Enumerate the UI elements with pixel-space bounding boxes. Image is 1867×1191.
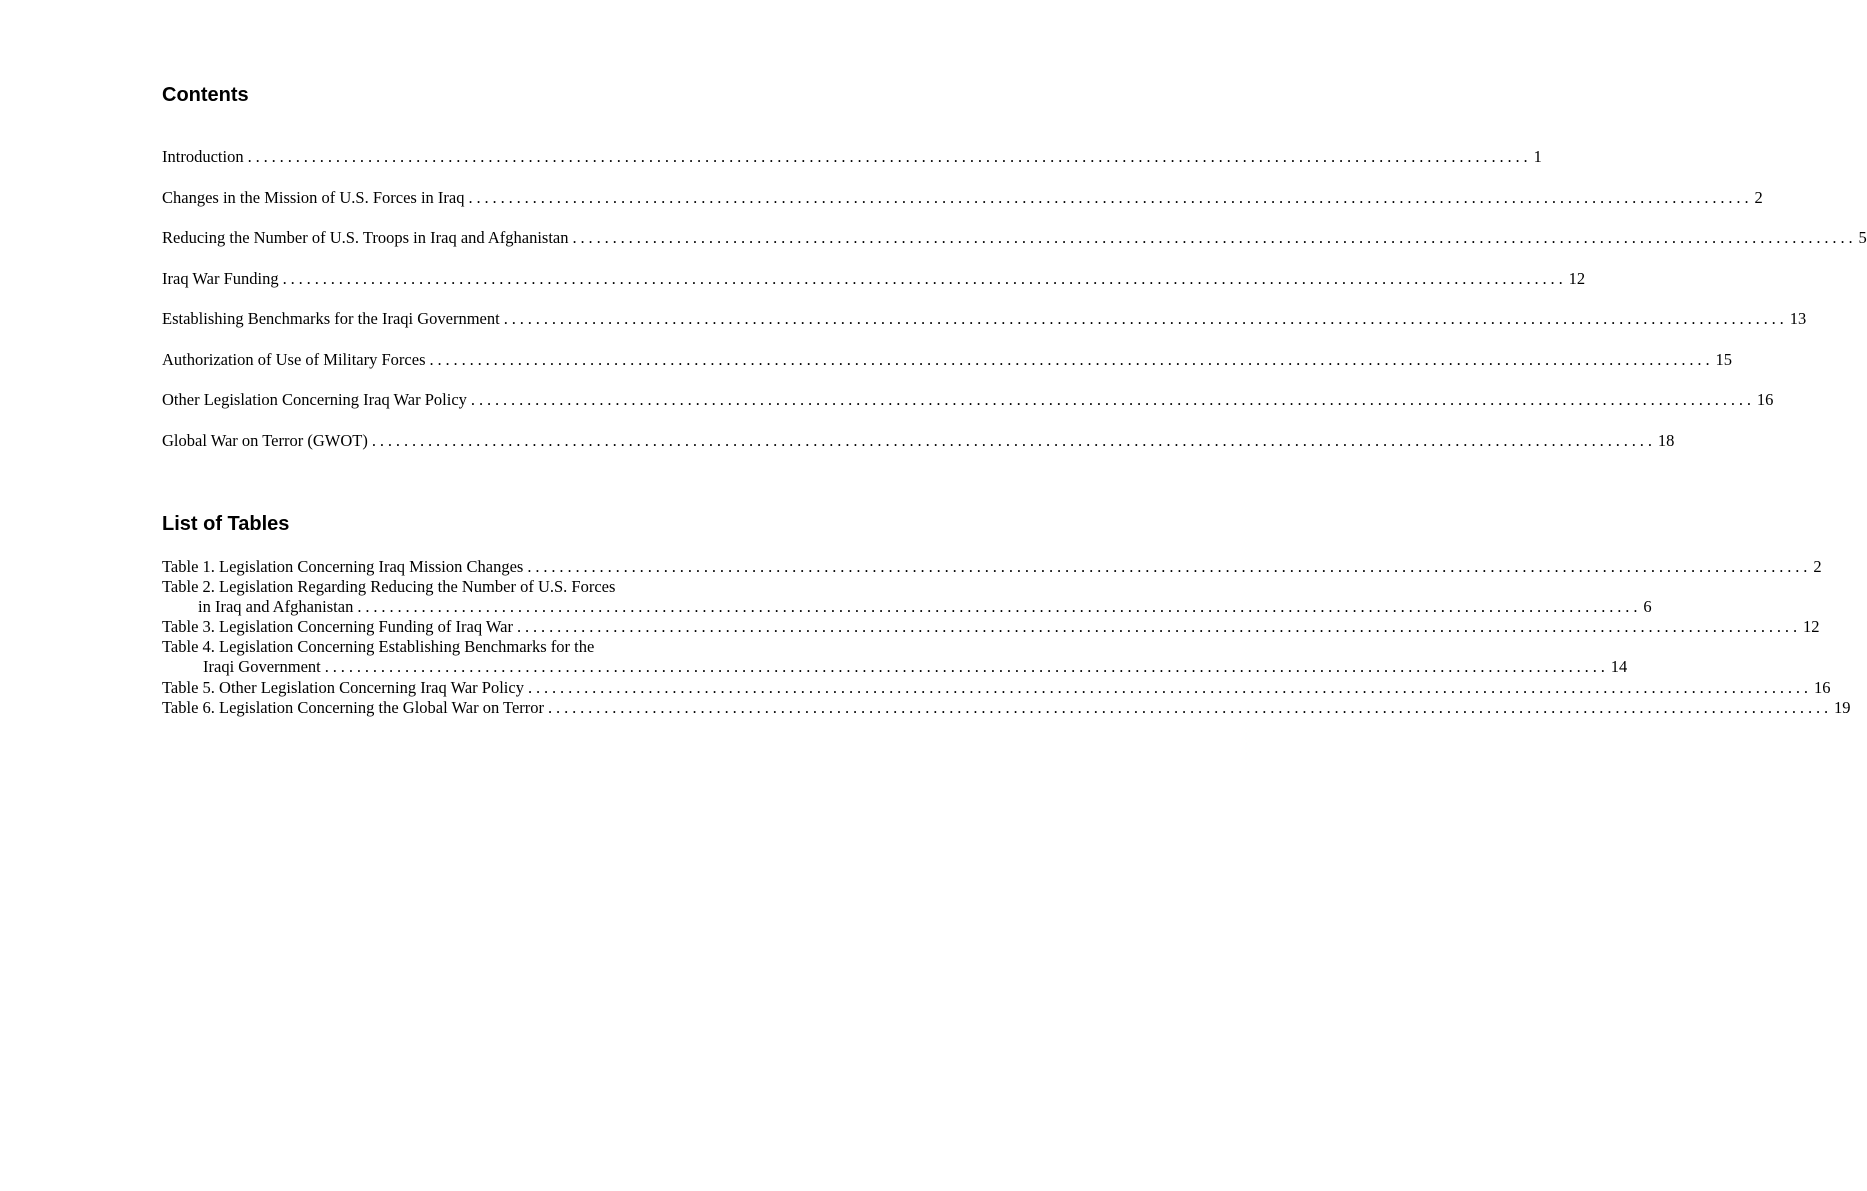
toc-entry-page: 1 [1533, 147, 1542, 166]
table-entry-continuation: Iraqi Government [203, 657, 321, 676]
dot-leader: ................................................................................................................................................................ [282, 269, 1567, 288]
table-entry[interactable] [162, 637, 1628, 677]
toc-entry-page: 15 [1715, 350, 1732, 369]
toc-entry-title: Other Legislation Concerning Iraq War Policy [162, 390, 467, 409]
toc-entry-page: 2 [1754, 188, 1763, 207]
table-entry-title: Table 5. Other Legislation Concerning Iraq War Policy [162, 678, 524, 697]
contents-heading: Contents [162, 84, 249, 106]
dot-leader: ................................................................................................................................................................ [503, 309, 1788, 328]
toc-entry-title: Authorization of Use of Military Forces [162, 350, 426, 369]
table-entry-page: 19 [1834, 698, 1851, 717]
dot-leader: ................................................................................................................................................................ [527, 557, 1812, 576]
dot-leader: ................................................................................................................................................................ [468, 188, 1753, 207]
toc-entry[interactable] [162, 228, 1867, 248]
toc-entry[interactable] [162, 188, 1763, 208]
toc-entry-title: Iraq War Funding [162, 269, 279, 288]
dot-leader: ................................................................................................................................................................ [470, 390, 1755, 409]
table-entry-title: Table 1. Legislation Concerning Iraq Mission Changes [162, 557, 524, 576]
toc-entry-title: Reducing the Number of U.S. Troops in Iraq and Afghanistan [162, 228, 569, 247]
toc-entry[interactable] [162, 269, 1586, 289]
toc-entry-page: 5 [1858, 228, 1867, 247]
table-entry-page: 14 [1610, 657, 1628, 676]
table-entry-title: Table 3. Legislation Concerning Funding of Iraq War [162, 617, 513, 636]
toc-entry-title: Introduction [162, 147, 244, 166]
table-entry[interactable] [162, 617, 1820, 637]
table-entry-title: Table 6. Legislation Concerning the Global War on Terror [162, 698, 545, 717]
dot-leader: ................................................................................................................................................................ [527, 678, 1812, 697]
toc-entry[interactable] [162, 431, 1675, 451]
table-entry[interactable] [162, 678, 1831, 698]
toc-entry-page: 16 [1756, 390, 1774, 409]
toc-entry-page: 12 [1568, 269, 1586, 288]
table-entry[interactable] [162, 698, 1851, 718]
dot-leader: ................................................................................................................................................................ [357, 597, 1642, 616]
dot-leader: ................................................................................................................................................................ [247, 147, 1532, 166]
dot-leader: ................................................................................................................................................................ [548, 698, 1833, 717]
table-entry-continuation: in Iraq and Afghanistan [198, 597, 354, 616]
table-entry-page: 6 [1643, 597, 1652, 616]
toc-entry[interactable] [162, 309, 1807, 329]
toc-entry-title: Global War on Terror (GWOT) [162, 431, 368, 450]
dot-leader: ................................................................................................................................................................ [324, 657, 1609, 676]
toc-entry-page: 18 [1657, 431, 1675, 450]
table-entry[interactable] [162, 577, 1652, 617]
dot-leader: ................................................................................................................................................................ [371, 431, 1656, 450]
list-of-tables-heading: List of Tables [162, 513, 290, 535]
toc-entry-page: 13 [1789, 309, 1807, 328]
toc-entry-title: Establishing Benchmarks for the Iraqi Government [162, 309, 500, 328]
table-entry-title: Table 4. Legislation Concerning Establishing Benchmarks for the [162, 637, 595, 656]
dot-leader: ................................................................................................................................................................ [429, 350, 1714, 369]
table-entry-page: 2 [1813, 557, 1822, 576]
toc-entry[interactable] [162, 390, 1774, 410]
table-entry-title: Table 2. Legislation Regarding Reducing the Number of U.S. Forces [162, 577, 616, 596]
toc-entry-title: Changes in the Mission of U.S. Forces in Iraq [162, 188, 465, 207]
table-entry-page: 12 [1802, 617, 1820, 636]
table-entry-page: 16 [1813, 678, 1831, 697]
dot-leader: ................................................................................................................................................................ [516, 617, 1801, 636]
dot-leader: ................................................................................................................................................................ [572, 228, 1857, 247]
toc-entry[interactable] [162, 147, 1542, 167]
table-entry[interactable] [162, 557, 1822, 577]
toc-entry[interactable] [162, 350, 1732, 370]
